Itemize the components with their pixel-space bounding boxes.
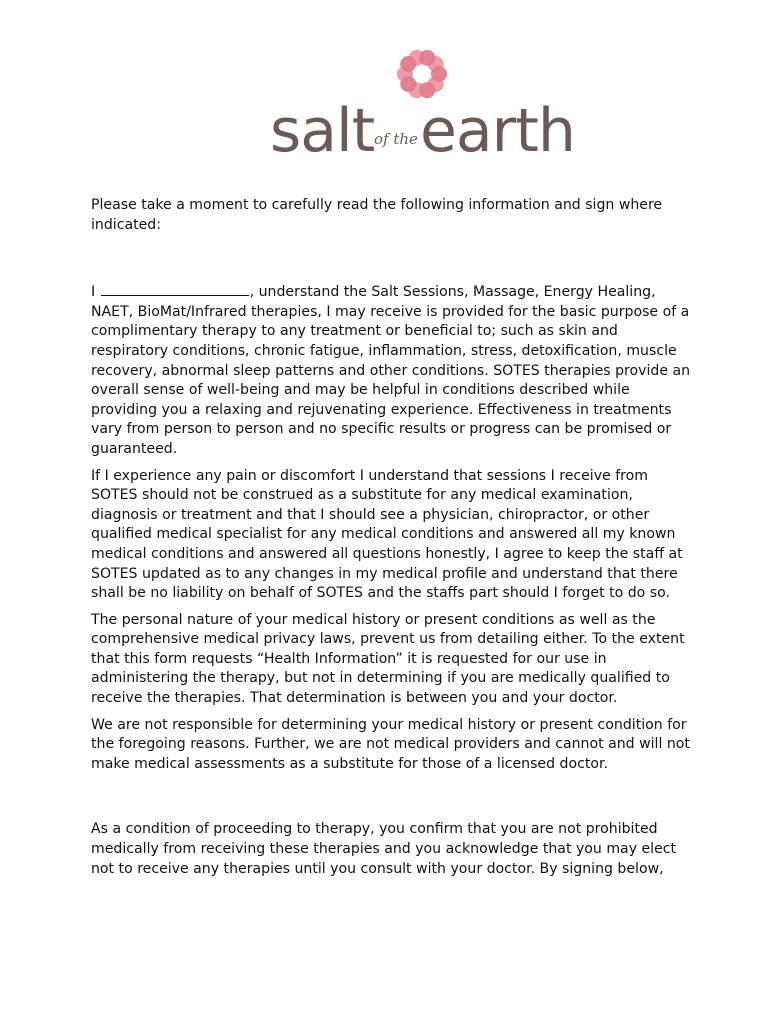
paragraph-5: As a condition of proceeding to therapy, you confirm that you are not prohibited medically from receiving these therapies and you acknowledge that you may elect not to receive any therapies until you consult with your doctor. By signing below, (91, 821, 677, 877)
name-blank-field[interactable] (101, 282, 249, 296)
paragraph-3: The personal nature of your medical history or present conditions as well as the comprehensive medical privacy laws, prevent us from detailing either. To the extent that this form requests “Health Information” it is requested for our use in administering the therapy, but not in determining if you are medically qualified to receive the therapies. That determination is between you and your doctor. (91, 611, 685, 707)
flower-icon (394, 46, 450, 102)
logo (270, 44, 580, 168)
logo-word-salt: salt (270, 96, 375, 166)
paragraph-2: If I experience any pain or discomfort I understand that sessions I receive from SOTES should not be construed as a substitute for any medical examination, diagnosis or treatment and that I should see a physician, chiropractor, or other qualified medical specialist for any medical conditions and answered all my known medical conditions and answered all questions honestly, I agree to keep the staff at SOTES updated as to any changes in my medical profile and understand that there shall be no liability on behalf of SOTES and the staffs part should I forget to do so. (91, 467, 683, 602)
paragraph-1-prefix: I (91, 284, 96, 301)
paragraph-1-body: , understand the Salt Sessions, Massage, Energy Healing, NAET, BioMat/Infrared therapies, I may receive is provided for the basic purpose of a complimentary therapy to any treatment or beneficial to; such as skin and respiratory conditions, chronic fatigue, inflammation, stress, detoxification, muscle recovery, abnormal sleep patterns and other conditions. SOTES therapies provide an overall sense of well-being and may be helpful in conditions described while providing you a relaxing and rejuvenating experience. Effectiveness in treatments vary from person to person and no specific results or progress can be promised or guaranteed. (91, 284, 691, 457)
paragraph-4: We are not responsible for determining your medical history or present condition for the foregoing reasons. Further, we are not medical providers and cannot and will not make medical assessments as a substitute for those of a licensed doctor. (91, 716, 690, 772)
paragraph-1 (91, 282, 691, 459)
waiver-text (91, 196, 691, 886)
logo-word-earth: earth (420, 96, 575, 166)
flower-petal (428, 56, 444, 72)
intro-paragraph: Please take a moment to carefully read the following information and sign where indicated: (91, 197, 663, 233)
logo-word-of-the: of the (374, 130, 418, 148)
